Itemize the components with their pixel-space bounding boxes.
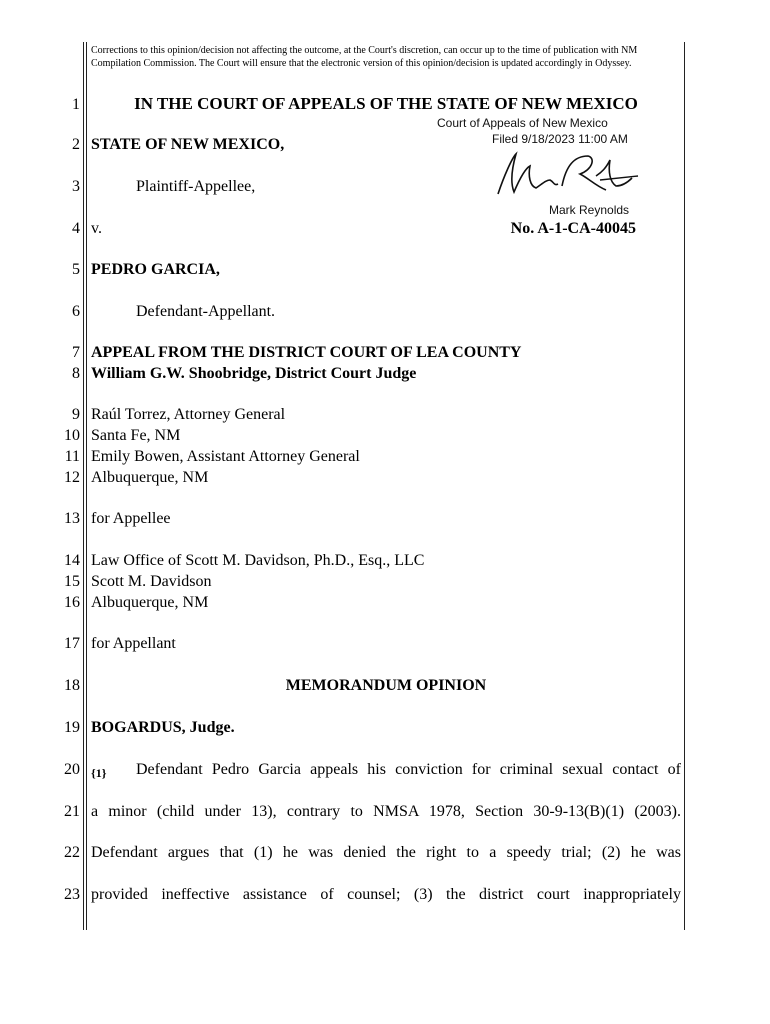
line-number: 17 (64, 635, 80, 652)
line-row-21 (0, 803, 770, 825)
line-number: 7 (72, 344, 80, 361)
line-number: 23 (64, 886, 80, 903)
line-number: 9 (72, 406, 80, 423)
line-number: 14 (64, 552, 80, 569)
line-number: 11 (64, 448, 80, 465)
line-row-15 (0, 573, 770, 595)
plaintiff-name: STATE OF NEW MEXICO, (91, 136, 285, 153)
appellee-counsel-line: Emily Bowen, Assistant Attorney General (91, 448, 360, 465)
line-number: 22 (64, 844, 80, 861)
line-row-10 (0, 427, 770, 449)
body-line: Defendant Pedro Garcia appeals his conviction for criminal sexual contact of (136, 761, 681, 778)
line-number: 20 (64, 761, 80, 778)
line-row-8 (0, 365, 770, 387)
appellant-counsel-line: Scott M. Davidson (91, 573, 212, 590)
line-row-4 (0, 220, 770, 242)
filing-stamp-clerk: Mark Reynolds (549, 203, 630, 217)
appeal-from: APPEAL FROM THE DISTRICT COURT OF LEA COUNTY (91, 344, 522, 361)
body-line: Defendant argues that (1) he was denied the right to a speedy trial; (2) he was (91, 844, 681, 861)
versus: v. (91, 220, 102, 237)
line-row-19 (0, 719, 770, 741)
line-row-16 (0, 594, 770, 616)
line-row-12 (0, 469, 770, 491)
line-row-2 (0, 136, 770, 158)
opinion-author: BOGARDUS, Judge. (91, 719, 235, 736)
line-row-18 (0, 677, 770, 699)
line-row-14 (0, 552, 770, 574)
line-number: 2 (72, 136, 80, 153)
line-number: 6 (72, 303, 80, 320)
line-number: 4 (72, 220, 80, 237)
filing-stamp-date: Filed 9/18/2023 11:00 AM (492, 132, 628, 146)
opinion-heading: MEMORANDUM OPINION (285, 677, 487, 694)
appellee-counsel-line: Albuquerque, NM (91, 469, 209, 486)
line-row-7 (0, 344, 770, 366)
appellee-counsel-line: Santa Fe, NM (91, 427, 181, 444)
paragraph-marker: {1} (91, 766, 107, 780)
line-number: 5 (72, 261, 80, 278)
line-row-9 (0, 406, 770, 428)
defendant-name: PEDRO GARCIA, (91, 261, 220, 278)
body-line: provided ineffective assistance of counsel; (3) the district court inappropriately (91, 886, 681, 903)
line-number: 10 (64, 427, 80, 444)
line-number: 19 (64, 719, 80, 736)
line-number: 18 (64, 677, 80, 694)
line-number: 13 (64, 510, 80, 527)
line-row-23 (0, 886, 770, 908)
line-number: 12 (64, 469, 80, 486)
line-row-3 (0, 178, 770, 200)
corrections-notice: Corrections to this opinion/decision not affecting the outcome, at the Court's discretion, can occur up to the time of publication with NM Compilation Commission. The Court will ensure that the electronic version of this opinion/decision is updated accordingly in Odyssey. (91, 45, 638, 69)
line-row-17 (0, 635, 770, 657)
for-appellee: for Appellee (91, 510, 171, 527)
defendant-role: Defendant-Appellant. (136, 303, 276, 320)
line-number: 21 (64, 803, 80, 820)
line-row-20 (0, 761, 770, 783)
plaintiff-role: Plaintiff-Appellee, (136, 178, 256, 195)
line-number: 15 (64, 573, 80, 590)
line-row-6 (0, 303, 770, 325)
line-row-5 (0, 261, 770, 283)
appellant-counsel-line: Law Office of Scott M. Davidson, Ph.D., Esq., LLC (91, 552, 425, 569)
line-number: 1 (72, 96, 80, 113)
appellant-counsel-line: Albuquerque, NM (91, 594, 209, 611)
filing-stamp-court: Court of Appeals of New Mexico (437, 116, 608, 130)
for-appellant: for Appellant (91, 635, 176, 652)
line-row-13 (0, 510, 770, 532)
district-judge: William G.W. Shoobridge, District Court Judge (91, 365, 417, 382)
appellee-counsel-line: Raúl Torrez, Attorney General (91, 406, 286, 423)
court-title: IN THE COURT OF APPEALS OF THE STATE OF NEW MEXICO (134, 94, 638, 113)
line-row-11 (0, 448, 770, 470)
docket-number: No. A-1-CA-40045 (510, 220, 636, 237)
line-row-1 (0, 94, 770, 116)
line-row-22 (0, 844, 770, 866)
line-number: 16 (64, 594, 80, 611)
line-number: 8 (72, 365, 80, 382)
body-line: a minor (child under 13), contrary to NMSA 1978, Section 30-9-13(B)(1) (2003). (91, 803, 681, 820)
line-number: 3 (72, 178, 80, 195)
